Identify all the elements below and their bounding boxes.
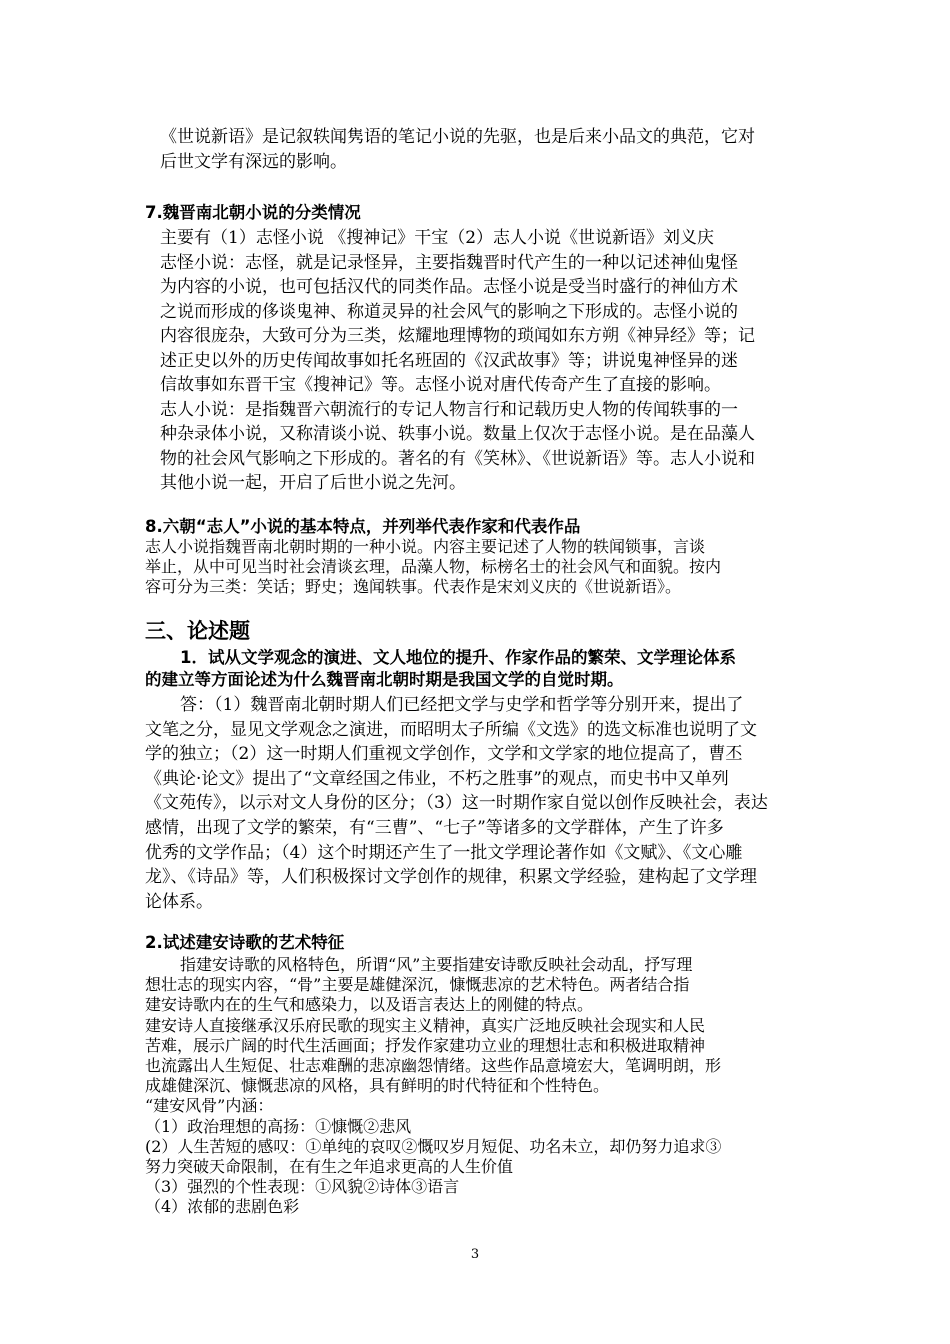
text-line: 种杂录体小说，又称清谈小说、轶事小说。数量上仅次于志怪小说。是在品藻人	[160, 424, 755, 444]
text-line: 其他小说一起，开启了后世小说之先河。	[160, 473, 466, 493]
text-line: 举止，从中可见当时社会清谈玄理，品藻人物，标榜名士的社会风气和面貌。按内	[145, 557, 722, 577]
text-line: 信故事如东晋干宝《搜神记》等。志怪小说对唐代传奇产生了直接的影响。	[160, 375, 721, 395]
text-line: “建安风骨”内涵：	[145, 1096, 274, 1116]
text-line: 答：（1）魏晋南北朝时期人们已经把文学与史学和哲学等分别开来，提出了	[180, 695, 744, 715]
section-title: 三、论述题	[145, 619, 250, 643]
text-line: 感情，出现了文学的繁荣，有“三曹”、“七子”等诸多的文学群体，产生了许多	[145, 817, 724, 838]
text-line: 成雄健深沉、慷慨悲凉的风格，具有鲜明的时代特征和个性特色。	[145, 1076, 610, 1096]
text-line: 学的独立；（2）这一时期人们重视文学创作，文学和文学家的地位提高了，曹丕	[145, 744, 743, 765]
text-line: 龙》、《诗品》等，人们积极探讨文学创作的规律，积累文学经验，建构起了文学理	[145, 867, 757, 888]
text-line: 的建立等方面论述为什么魏晋南北朝时期是我国文学的自觉时期。	[145, 670, 624, 689]
text-line: 物的社会风气影响之下形成的。著名的有《笑林》、《世说新语》等。志人小说和	[160, 448, 755, 469]
text-line: 容可分为三类：笑话；野史；逸闻轶事。代表作是宋刘义庆的《世说新语》。	[145, 577, 682, 597]
q7-heading: 7.魏晋南北朝小说的分类情况	[145, 203, 361, 222]
text-line: 指建安诗歌的风格特色，所谓“风”主要指建安诗歌反映社会动乱，抒写理	[180, 955, 693, 974]
text-line: 之说而形成的侈谈鬼神、称道灵异的社会风气的影响之下形成的。志怪小说的	[160, 301, 738, 322]
text-line: 后世文学有深远的影响。	[160, 151, 347, 172]
text-line: 志人小说指魏晋南北朝时期的一种小说。内容主要记述了人物的轶闻锁事，言谈	[145, 537, 706, 556]
q7-answer	[160, 226, 825, 496]
text-line: 《文苑传》，以示对文人身份的区分；（3）这一时期作家自觉以创作反映社会，表达	[145, 793, 768, 814]
text-line: 论体系。	[145, 891, 213, 912]
text-line: 想壮志的现实内容，“骨”主要是雄健深沉，慷慨悲凉的艺术特色。两者结合指	[145, 975, 690, 995]
text-line: 苦难，展示广阔的时代生活画面；抒发作家建功立业的理想壮志和积极进取精神	[145, 1035, 706, 1055]
text-line: 优秀的文学作品；（4）这个时期还产生了一批文学理论著作如《文赋》、《文心雕	[145, 842, 743, 863]
text-line: 内容很庞杂，大致可分为三类，炫耀地理博物的琐闻如东方朔《神异经》等；记	[160, 326, 755, 346]
text-line: （3）强烈的个性表现：①风貌②诗体③语言	[145, 1177, 460, 1197]
text-line: 也流露出人生短促、壮志难酬的悲凉幽怨情绪。这些作品意境宏大，笔调明朗，形	[145, 1056, 722, 1076]
text-line: 建安诗人直接继承汉乐府民歌的现实主义精神，真实广泛地反映社会现实和人民	[145, 1015, 706, 1035]
essay-q2-heading: 2.试述建安诗歌的艺术特征	[145, 933, 345, 952]
intro-paragraph	[160, 125, 825, 174]
page-number: 3	[470, 1247, 480, 1262]
text-line: 文笔之分，显见文学观念之演进，而昭明太子所编《文选》的选文标准也说明了文	[145, 719, 757, 740]
text-line: 《世说新语》是记叙轶闻隽语的笔记小说的先驱，也是后来小品文的典范，它对	[160, 127, 755, 147]
q8-heading: 8.六朝“志人”小说的基本特点，并列举代表作家和代表作品	[145, 517, 581, 536]
text-line: （1）政治理想的高扬：①慷慨②悲风	[145, 1116, 412, 1136]
text-line: 述正史以外的历史传闻故事如托名班固的《汉武故事》等；讲说鬼神怪异的迷	[160, 350, 738, 371]
essay-q1-heading	[145, 647, 810, 691]
text-line: 《典论·论文》提出了“文章经国之伟业，不朽之胜事”的观点，而史书中又单列	[145, 768, 729, 789]
q8-answer	[145, 537, 810, 598]
essay-q2-answer	[145, 955, 810, 1218]
text-line: 主要有（1）志怪小说 《搜神记》干宝（2）志人小说《世说新语》刘义庆	[160, 228, 715, 248]
text-line: 志人小说：是指魏晋六朝流行的专记人物言行和记载历史人物的传闻轶事的一	[160, 399, 738, 420]
text-line: 建安诗歌内在的生气和感染力，以及语言表达上的刚健的特点。	[145, 995, 594, 1015]
essay-q1-answer	[145, 693, 810, 914]
text-line: 为内容的小说，也可包括汉代的同类作品。志怪小说是受当时盛行的神仙方术	[160, 277, 738, 297]
text-line: 志怪小说：志怪，就是记录怪异，主要指魏晋时代产生的一种以记述神仙鬼怪	[160, 252, 738, 273]
text-line: (2）人生苦短的感叹：①单纯的哀叹②慨叹岁月短促、功名未立，却仍努力追求③	[145, 1136, 722, 1156]
text-line: 努力突破天命限制，在有生之年追求更高的人生价值	[145, 1157, 514, 1177]
text-line: （4）浓郁的悲剧色彩	[145, 1197, 300, 1217]
text-line: 1．试从文学观念的演进、文人地位的提升、作家作品的繁荣、文学理论体系	[180, 648, 736, 667]
